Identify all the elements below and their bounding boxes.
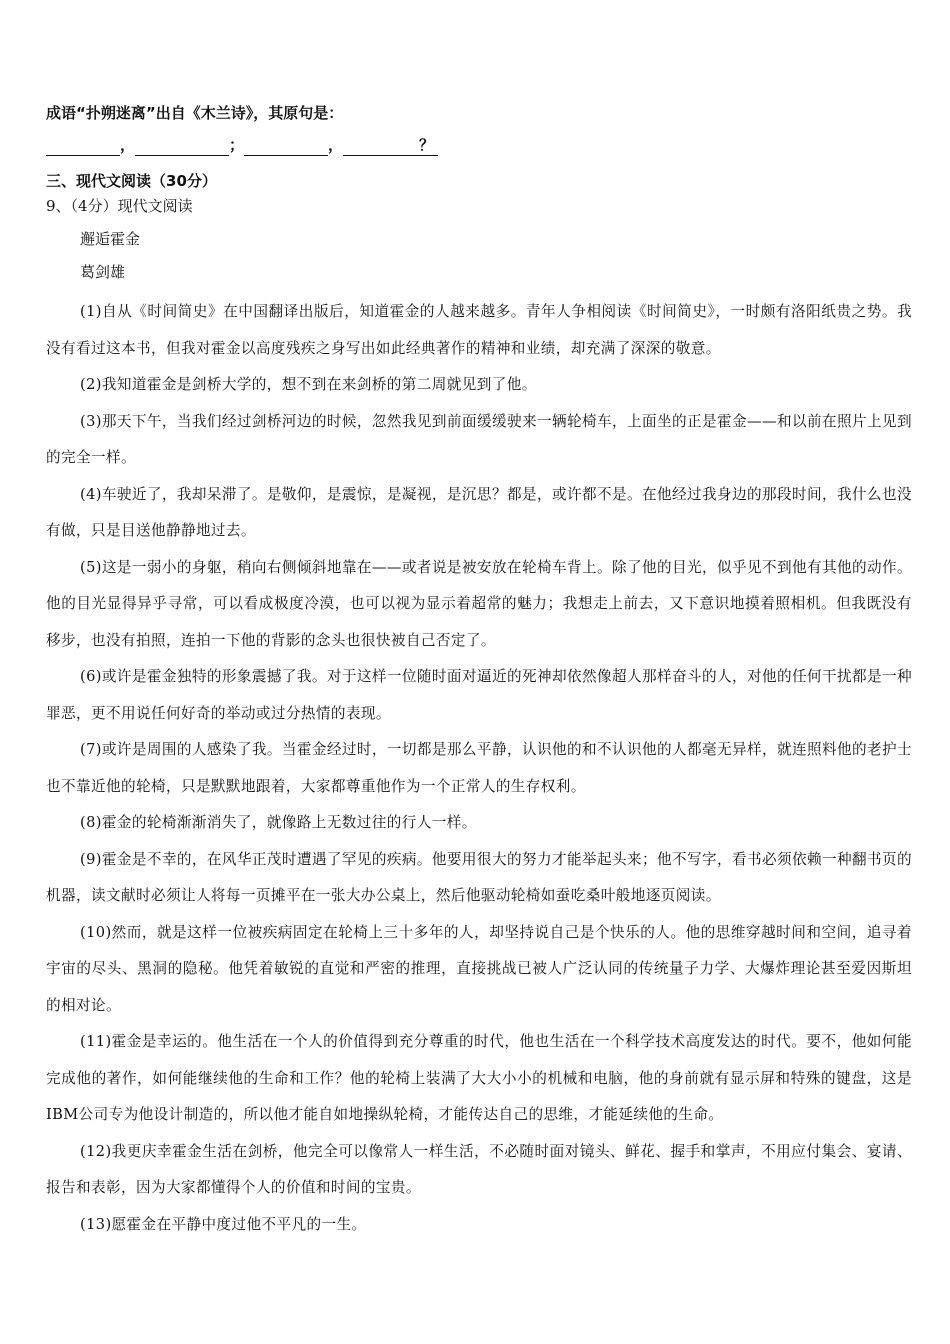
answer-blank-3[interactable] [244, 138, 328, 156]
blank-question-mark: ？ [417, 134, 438, 156]
paragraph-11: (11)霍金是幸运的。他生活在一个人的价值得到充分尊重的时代，他也生活在一个科学技术高度发达的时代。要不，他如何能完成他的著作，如何能继续他的生命和工作？他的轮椅上装满了大大小小的机械和电脑，他的身前就有显示屏和特殊的键盘，这是IBM公司专为他设计制造的，所以他才能自如地操纵轮椅，才能传达自己的思维，才能延续他的生命。 [46, 1033, 912, 1123]
paragraph-9: (9)霍金是不幸的，在风华正茂时遭遇了罕见的疾病。他要用很大的努力才能举起头来；他不写字，看书必须依赖一种翻书页的机器，读文献时必须让人将每一页摊平在一张大办公桌上，然后他驱动轮椅如蚕吃桑叶般地逐页阅读。 [46, 850, 912, 904]
paragraph-4: (4)车驶近了，我却呆滞了。是敬仰，是震惊，是凝视，是沉思？都是，或许都不是。在他经过我身边的那段时间，我什么也没有做，只是目送他静静地过去。 [46, 485, 912, 539]
answer-blank-1[interactable] [46, 138, 120, 156]
paragraph-2: (2)我知道霍金是剑桥大学的，想不到在来剑桥的第二周就见到了他。 [80, 376, 537, 393]
paragraph-6: (6)或许是霍金独特的形象震撼了我。对于这样一位随时面对逼近的死神却依然像超人那样奋斗的人，对他的任何干扰都是一种罪恶，更不用说任何好奇的举动或过分热情的表现。 [46, 668, 912, 722]
question-8-prompt: 成语“扑朔迷离”出自《木兰诗》，其原句是： [46, 104, 344, 122]
article-author: 葛剑雄 [80, 263, 126, 281]
paragraph-5: (5)这是一弱小的身躯，稍向右侧倾斜地靠在——或者说是被安放在轮椅车背上。除了他的目光，似乎见不到他有其他的动作。他的目光显得异乎寻常，可以看成极度冷漠，也可以视为显示着超常的魅力；我想走上前去，又下意识地摸着照相机。但我既没有移步，也没有拍照，连拍一下他的背影的念头也很快被自己否定了。 [46, 558, 912, 649]
blank-separator: ； [229, 136, 245, 154]
paragraph-7: (7)或许是周围的人感染了我。当霍金经过时，一切都是那么平静，认识他的和不认识他的人都毫无异样，就连照料他的老护士也不靠近他的轮椅，只是默默地跟着，大家都尊重他作为一个正常人的生存权利。 [46, 741, 912, 795]
blank-separator: ， [120, 136, 136, 154]
article-body [46, 294, 912, 1243]
answer-blanks [46, 134, 438, 156]
paragraph-10: (10)然而，就是这样一位被疾病固定在轮椅上三十多年的人，却坚持说自己是个快乐的人。他的思维穿越时间和空间，追寻着宇宙的尽头、黑洞的隐秘。他凭着敏锐的直觉和严密的推理，直接挑战已被人广泛认同的传统量子力学、大爆炸理论甚至爱因斯坦的相对论。 [46, 923, 912, 1014]
paragraph-8: (8)霍金的轮椅渐渐消失了，就像路上无数过往的行人一样。 [80, 814, 477, 831]
article-title: 邂逅霍金 [80, 230, 141, 248]
answer-blank-2[interactable] [135, 138, 229, 156]
paragraph-1: (1)自从《时间简史》在中国翻译出版后，知道霍金的人越来越多。青年人争相阅读《时间简史》，一时颇有洛阳纸贵之势。我没有看过这本书，但我对霍金以高度残疾之身写出如此经典著作的精神和业绩，却充满了深深的敬意。 [46, 303, 912, 357]
question-9-label: 9、（4分）现代文阅读 [46, 197, 193, 215]
answer-blank-4[interactable] [343, 138, 417, 156]
paragraph-13: (13)愿霍金在平静中度过他不平凡的一生。 [80, 1215, 367, 1233]
paragraph-3: (3)那天下午，当我们经过剑桥河边的时候，忽然我见到前面缓缓驶来一辆轮椅车，上面坐的正是霍金——和以前在照片上见到的完全一样。 [46, 412, 912, 466]
blank-separator: ， [328, 136, 344, 154]
section-heading: 三、现代文阅读（30分） [46, 172, 217, 190]
paragraph-12: (12)我更庆幸霍金生活在剑桥，他完全可以像常人一样生活，不必随时面对镜头、鲜花、握手和掌声，不用应付集会、宴请、报告和表彰，因为大家都懂得个人的价值和时间的宝贵。 [46, 1142, 912, 1196]
